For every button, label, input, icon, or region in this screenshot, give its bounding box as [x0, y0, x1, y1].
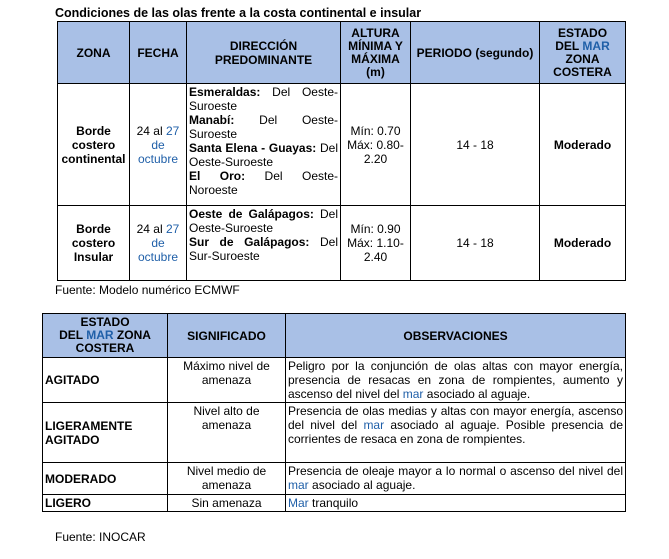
obs-mar: mar — [402, 387, 424, 401]
table-row — [43, 463, 626, 495]
header-estado-mar: MAR — [582, 38, 610, 53]
table-row — [43, 403, 626, 463]
header-direccion-line2: PREDOMINANTE — [214, 52, 313, 67]
direccion-cell — [187, 84, 341, 206]
header-direccion — [187, 22, 341, 84]
observaciones-cell — [286, 358, 626, 403]
estado-cell: MODERADO — [43, 463, 168, 495]
wave-conditions-table — [57, 21, 626, 281]
observaciones-cell — [286, 495, 626, 512]
header-estado-del: DEL — [59, 328, 83, 342]
zona-cell — [58, 206, 130, 281]
header-estado-post: ZONA COSTERA — [75, 328, 151, 355]
fecha-post: de octubre — [137, 236, 179, 264]
periodo-cell: 14 - 18 — [411, 84, 540, 206]
direccion-entry: Oeste de Galápagos: Del Oeste-Suroeste — [189, 207, 338, 235]
source-note-inocar: Fuente: INOCAR — [55, 530, 146, 544]
periodo-cell: 14 - 18 — [411, 206, 540, 281]
significado-cell: Nivel alto de amenaza — [168, 403, 286, 463]
fecha-num: 27 — [166, 222, 180, 236]
header-estado-del: DEL — [555, 38, 580, 53]
obs-text: asociado al aguaje. Posible presencia de corrientes de resaca en zona de rompientes. — [288, 418, 624, 446]
obs-text: tranquilo — [312, 496, 359, 510]
estado-cell: Moderado — [540, 206, 626, 281]
header-fecha: FECHA — [130, 22, 187, 84]
header-observaciones: OBSERVACIONES — [286, 314, 626, 358]
zona-cell — [58, 84, 130, 206]
header-altura-line1: ALTURA — [351, 25, 400, 40]
obs-mar: mar — [288, 478, 309, 492]
fecha-num: 27 — [166, 123, 180, 138]
fecha-cell — [130, 84, 187, 206]
zona-line: continental — [61, 151, 126, 166]
table-row — [43, 495, 626, 512]
table-row — [58, 84, 626, 206]
observaciones-cell — [286, 403, 626, 463]
obs-mar: mar — [363, 418, 385, 432]
direccion-cell — [187, 206, 341, 281]
table2-header-row — [43, 314, 626, 358]
altura-max: Máx: 1.10-2.40 — [347, 236, 404, 264]
header-altura-line2: MÍNIMA Y — [348, 38, 403, 53]
obs-text: Peligro por la conjunción de olas altas con mayor energía, presencia de resacas en zona de rompientes, aumento y ascenso del nivel del — [288, 359, 623, 401]
fecha-pre: 24 al — [136, 222, 163, 236]
estado-cell: AGITADO — [43, 358, 168, 403]
header-altura-line4: (m) — [366, 64, 385, 79]
altura-max: Máx: 0.80-2.20 — [347, 137, 404, 166]
header-estado-costera: COSTERA — [553, 64, 612, 79]
significado-cell: Sin amenaza — [168, 495, 286, 512]
observaciones-cell — [286, 463, 626, 495]
significado-cell: Máximo nivel de amenaza — [168, 358, 286, 403]
altura-cell — [341, 84, 411, 206]
estado-cell: Moderado — [540, 84, 626, 206]
table1-header-row — [58, 22, 626, 84]
header-direccion-line1: DIRECCIÓN — [229, 38, 298, 53]
direccion-entry: Santa Elena - Guayas: Del Oeste-Suroeste — [189, 141, 338, 169]
significado-cell: Nivel medio de amenaza — [168, 463, 286, 495]
zona-line: Borde — [76, 123, 111, 138]
header-significado: SIGNIFICADO — [168, 314, 286, 358]
zona-line: Insular — [73, 250, 114, 264]
altura-cell — [341, 206, 411, 281]
header-estado-zona: ZONA — [565, 51, 600, 66]
table-row — [43, 358, 626, 403]
header-estado-line1: ESTADO — [80, 315, 130, 329]
zona-line: Borde — [76, 222, 111, 236]
direccion-entry: El Oro: Del Oeste-Noroeste — [189, 169, 338, 197]
sea-state-legend-table — [42, 313, 626, 512]
header-estado-mar: MAR — [86, 328, 114, 342]
header-estado-zona-costera — [43, 314, 168, 358]
altura-min: Mín: 0.90 — [350, 222, 401, 236]
header-altura — [341, 22, 411, 84]
fecha-pre: 24 al — [136, 123, 163, 138]
direccion-entry: Manabí: Del Oeste-Suroeste — [189, 113, 338, 141]
source-note-ecmwf: Fuente: Modelo numérico ECMWF — [55, 283, 240, 297]
obs-text: asociado al aguaje. — [426, 387, 531, 401]
direccion-entry: Sur de Galápagos: Del Sur-Suroeste — [189, 235, 338, 263]
fecha-cell — [130, 206, 187, 281]
obs-text: Presencia de olas medias y altas con mayor energía, ascenso del nivel del — [288, 404, 623, 432]
zona-line: costero — [71, 137, 116, 152]
document-title: Condiciones de las olas frente a la costa continental e insular — [55, 6, 422, 20]
fecha-post: de octubre — [137, 137, 179, 166]
obs-text: Presencia de oleaje mayor a lo normal o ascenso del nivel del — [288, 464, 623, 478]
zona-line: costero — [71, 236, 116, 250]
estado-cell: LIGERAMENTE AGITADO — [43, 403, 168, 463]
header-altura-line3: MÁXIMA — [351, 51, 400, 66]
header-estado — [540, 22, 626, 84]
header-estado-line1: ESTADO — [557, 25, 608, 40]
direccion-entry: Esmeraldas: Del Oeste-Suroeste — [189, 85, 338, 113]
obs-text: asociado al aguaje. — [312, 478, 416, 492]
altura-min: Mín: 0.70 — [350, 123, 401, 138]
header-periodo: PERIODO (segundo) — [411, 22, 540, 84]
table-row — [58, 206, 626, 281]
obs-mar: Mar — [288, 496, 309, 510]
header-zona: ZONA — [58, 22, 130, 84]
estado-cell: LIGERO — [43, 495, 168, 512]
